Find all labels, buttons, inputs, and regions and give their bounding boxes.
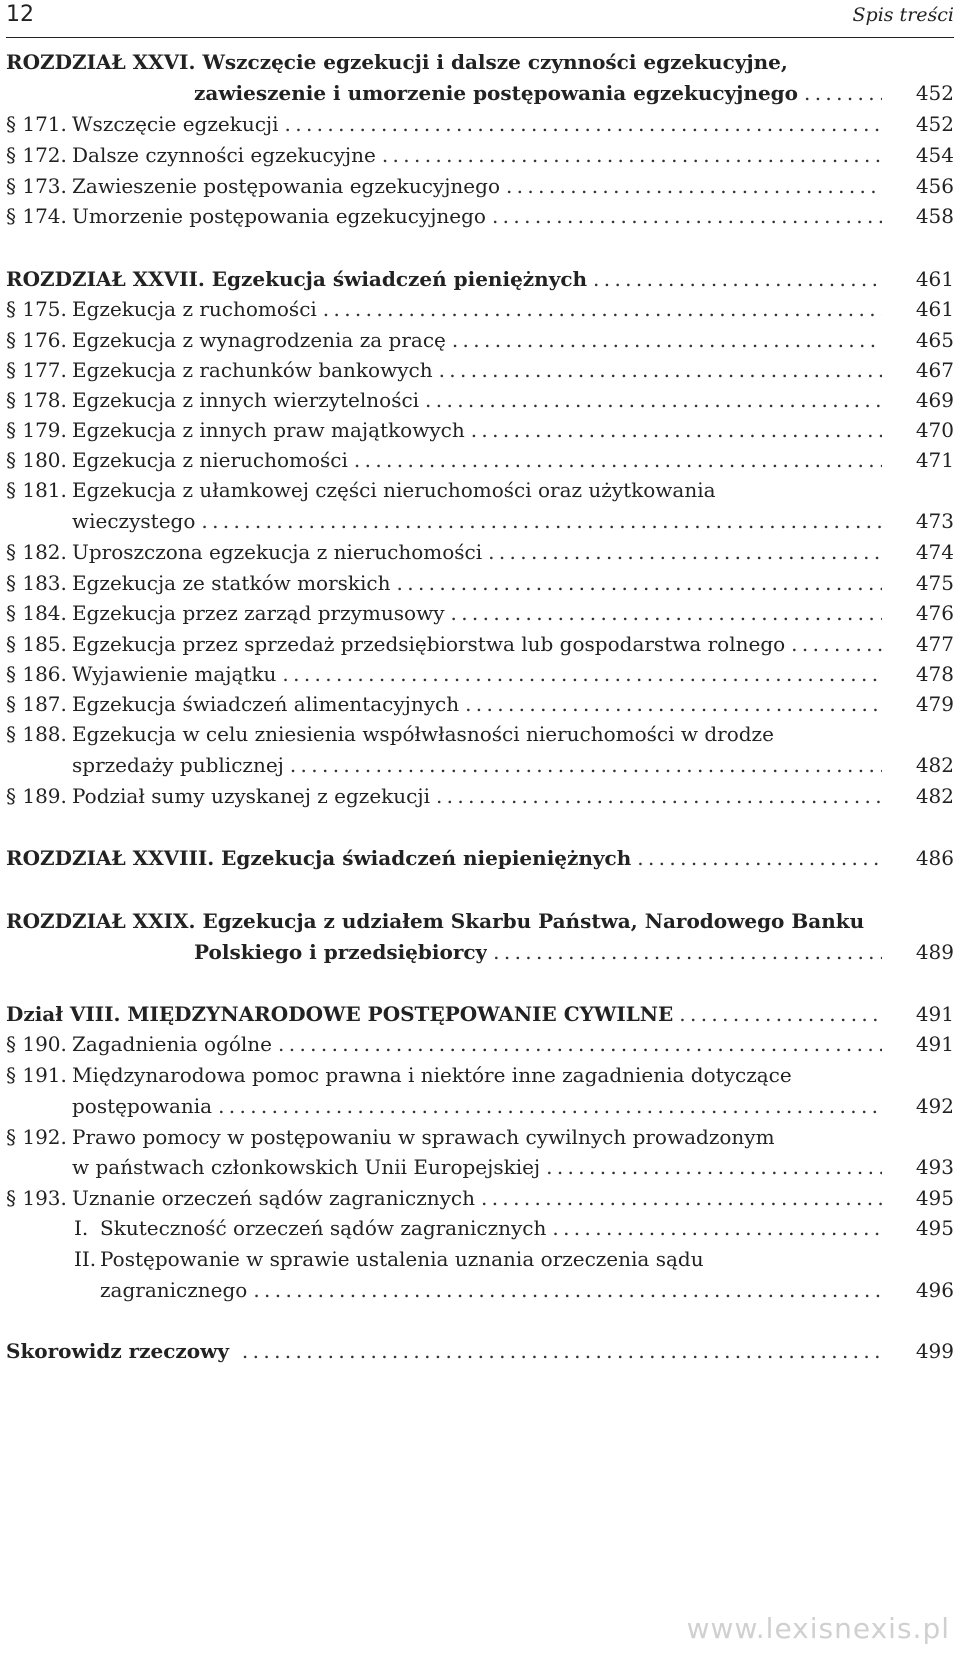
page-reference: 474: [915, 540, 954, 564]
toc-entry: [6, 1122, 954, 1152]
toc-entry: [6, 781, 954, 811]
toc-entry: [6, 719, 954, 749]
dot-leader: [242, 1336, 882, 1366]
page-reference: 499: [915, 1339, 954, 1363]
dot-leader: [201, 506, 882, 536]
entry-title: Uproszczona egzekucja z nieruchomości: [72, 540, 483, 564]
page-reference: 456: [915, 174, 954, 198]
page-reference: 492: [915, 1094, 954, 1118]
dot-leader: [465, 689, 882, 719]
dot-leader: [679, 999, 882, 1029]
toc-entry: [6, 109, 954, 139]
entry-title: Egzekucja świadczeń niepieniężnych: [221, 846, 632, 870]
page-reference: 489: [915, 940, 954, 964]
entry-title: Egzekucja przez sprzedaż przedsiębiorstwa lub gospodarstwa rolnego: [72, 632, 786, 656]
dot-leader: [471, 415, 882, 445]
chapter-label: ROZDZIAŁ XXVII.: [6, 267, 205, 291]
entry-title: Skuteczność orzeczeń sądów zagranicznych: [100, 1216, 547, 1240]
toc-entry: [6, 385, 954, 415]
entry-title: wieczystego: [72, 509, 196, 533]
entry-title: Egzekucja w celu zniesienia współwłasności nieruchomości w drodze: [72, 722, 774, 746]
dot-leader: [253, 1275, 882, 1305]
page-reference: 470: [915, 418, 954, 442]
toc-entry: [6, 355, 954, 385]
section-number: § 185.: [6, 632, 67, 656]
section-number: § 179.: [6, 418, 67, 442]
entry-title: Wszczęcie egzekucji: [72, 112, 279, 136]
page-reference: 482: [915, 784, 954, 808]
entry-title: Postępowanie w sprawie ustalenia uznania orzeczenia sądu: [100, 1247, 704, 1271]
entry-title: Egzekucja z rachunków bankowych: [72, 358, 433, 382]
section-number: § 171.: [6, 112, 67, 136]
entry-title: postępowania: [72, 1094, 213, 1118]
toc-entry: [6, 629, 954, 659]
toc-entry-continuation: [6, 750, 954, 780]
toc-entry: [6, 906, 954, 936]
dot-leader: [425, 385, 882, 415]
entry-title: Zawieszenie postępowania egzekucyjnego: [72, 174, 500, 198]
section-number: § 193.: [6, 1186, 67, 1210]
dot-leader: [552, 1213, 882, 1243]
entry-title: Egzekucja z ruchomości: [72, 297, 317, 321]
page-reference: 491: [915, 1032, 954, 1056]
toc-entry: [6, 568, 954, 598]
section-number: § 177.: [6, 358, 67, 382]
dot-leader: [382, 140, 882, 170]
toc-entry: [6, 47, 954, 77]
dot-leader: [278, 1029, 882, 1059]
page-reference: 473: [915, 509, 954, 533]
toc-entry: [6, 689, 954, 719]
page-reference: 491: [915, 1002, 954, 1026]
page-reference: 471: [915, 448, 954, 472]
page-number: 12: [6, 2, 34, 27]
page-reference: 482: [915, 753, 954, 777]
dot-leader: [804, 78, 882, 108]
section-number: § 176.: [6, 328, 67, 352]
page-reference: 478: [915, 662, 954, 686]
entry-title: Egzekucja ze statków morskich: [72, 571, 391, 595]
chapter-label: Skorowidz rzeczowy: [6, 1339, 229, 1363]
section-number: § 173.: [6, 174, 67, 198]
section-number: § 178.: [6, 388, 67, 412]
toc-entry: [6, 140, 954, 170]
subsection-number: I.: [74, 1216, 89, 1240]
entry-title: Egzekucja z innych wierzytelności: [72, 388, 420, 412]
toc-entry: [6, 475, 954, 505]
entry-title: sprzedaży publicznej: [72, 753, 284, 777]
dot-leader: [439, 355, 882, 385]
toc-entry: [6, 1183, 954, 1213]
toc-entry: [6, 1213, 954, 1243]
page-reference: 452: [915, 81, 954, 105]
publisher-watermark: www.lexisnexis.pl: [686, 1612, 950, 1645]
toc-entry: [6, 843, 954, 873]
section-number: § 186.: [6, 662, 67, 686]
page-reference: 477: [915, 632, 954, 656]
section-number: § 189.: [6, 784, 67, 808]
entry-title: Międzynarodowa pomoc prawna i niektóre inne zagadnienia dotyczące: [72, 1063, 792, 1087]
page-reference: 461: [915, 267, 954, 291]
dot-leader: [593, 264, 882, 294]
entry-title: Prawo pomocy w postępowaniu w sprawach cywilnych prowadzonym: [72, 1125, 775, 1149]
entry-title: Polskiego i przedsiębiorcy: [194, 940, 488, 964]
page-reference: 467: [915, 358, 954, 382]
entry-title: Egzekucja z wynagrodzenia za pracę: [72, 328, 446, 352]
dot-leader: [218, 1091, 882, 1121]
entry-title: Egzekucja z udziałem Skarbu Państwa, Narodowego Banku: [202, 909, 865, 933]
toc-entry-continuation: [6, 1091, 954, 1121]
dot-leader: [436, 781, 882, 811]
dot-leader: [354, 445, 882, 475]
entry-title: Zagadnienia ogólne: [72, 1032, 273, 1056]
section-number: § 181.: [6, 478, 67, 502]
dot-leader: [452, 325, 882, 355]
toc-entry: [6, 415, 954, 445]
entry-title: w państwach członkowskich Unii Europejskiej: [72, 1155, 541, 1179]
entry-title: Egzekucja z innych praw majątkowych: [72, 418, 465, 442]
page-reference: 476: [915, 601, 954, 625]
entry-title: zagranicznego: [100, 1278, 248, 1302]
section-number: § 175.: [6, 297, 67, 321]
page-reference: 454: [915, 143, 954, 167]
page-reference: 475: [915, 571, 954, 595]
page-reference: 469: [915, 388, 954, 412]
toc-entry: [6, 171, 954, 201]
page-reference: 458: [915, 204, 954, 228]
dot-leader: [323, 294, 882, 324]
page-reference: 486: [915, 846, 954, 870]
entry-title: Podział sumy uzyskanej z egzekucji: [72, 784, 430, 808]
toc-entry: [6, 537, 954, 567]
dot-leader: [637, 843, 882, 873]
section-number: § 187.: [6, 692, 67, 716]
toc-entry: [6, 999, 954, 1029]
entry-title: Dalsze czynności egzekucyjne: [72, 143, 376, 167]
page-header: [6, 0, 954, 38]
toc-entry: [6, 294, 954, 324]
page-reference: 465: [915, 328, 954, 352]
entry-title: Uznanie orzeczeń sądów zagranicznych: [72, 1186, 475, 1210]
section-number: § 192.: [6, 1125, 67, 1149]
dot-leader: [290, 750, 882, 780]
toc-entry: [6, 1244, 954, 1274]
toc-entry-continuation: [6, 506, 954, 536]
toc-entry: [6, 445, 954, 475]
entry-title: Egzekucja świadczeń alimentacyjnych: [72, 692, 460, 716]
toc-entry-continuation: [6, 937, 954, 967]
entry-title: MIĘDZYNARODOWE POSTĘPOWANIE CYWILNE: [127, 1002, 674, 1026]
entry-title: Wyjawienie majątku: [72, 662, 277, 686]
entry-title: Umorzenie postępowania egzekucyjnego: [72, 204, 486, 228]
toc-entry: [6, 201, 954, 231]
chapter-label: ROZDZIAŁ XXIX.: [6, 909, 196, 933]
chapter-label: Dział VIII.: [6, 1002, 121, 1026]
dot-leader: [493, 937, 882, 967]
section-number: § 180.: [6, 448, 67, 472]
entry-title: Wszczęcie egzekucji i dalsze czynności egzekucyjne,: [202, 50, 788, 74]
entry-title: zawieszenie i umorzenie postępowania egzekucyjnego: [194, 81, 798, 105]
toc-entry-continuation: [6, 1275, 954, 1305]
toc-entry: [6, 1029, 954, 1059]
page-reference: 496: [915, 1278, 954, 1302]
section-number: § 190.: [6, 1032, 67, 1056]
section-number: § 188.: [6, 722, 67, 746]
running-title: Spis treści: [852, 4, 954, 26]
toc-entry: [6, 325, 954, 355]
dot-leader: [481, 1183, 882, 1213]
toc-entry-continuation: [6, 1152, 954, 1182]
subsection-number: II.: [74, 1247, 97, 1271]
dot-leader: [282, 659, 882, 689]
dot-leader: [397, 568, 882, 598]
toc-entry: [6, 1060, 954, 1090]
section-number: § 182.: [6, 540, 67, 564]
dot-leader: [546, 1152, 882, 1182]
chapter-label: ROZDZIAŁ XXVI.: [6, 50, 196, 74]
section-number: § 184.: [6, 601, 67, 625]
page-reference: 479: [915, 692, 954, 716]
page-reference: 495: [915, 1186, 954, 1210]
dot-leader: [451, 598, 883, 628]
section-number: § 174.: [6, 204, 67, 228]
dot-leader: [492, 201, 882, 231]
toc-entry: [6, 264, 954, 294]
section-number: § 183.: [6, 571, 67, 595]
entry-title: Egzekucja z nieruchomości: [72, 448, 348, 472]
entry-title: Egzekucja świadczeń pieniężnych: [211, 267, 588, 291]
page-reference: 493: [915, 1155, 954, 1179]
toc-entry: [6, 1336, 954, 1366]
entry-title: Egzekucja z ułamkowej części nieruchomości oraz użytkowania: [72, 478, 716, 502]
entry-title: Egzekucja przez zarząd przymusowy: [72, 601, 445, 625]
section-number: § 191.: [6, 1063, 67, 1087]
dot-leader: [488, 537, 882, 567]
dot-leader: [506, 171, 882, 201]
page-reference: 495: [915, 1216, 954, 1240]
chapter-label: ROZDZIAŁ XXVIII.: [6, 846, 215, 870]
section-number: § 172.: [6, 143, 67, 167]
toc-entry-continuation: [6, 78, 954, 108]
dot-leader: [791, 629, 882, 659]
page-reference: 461: [915, 297, 954, 321]
dot-leader: [285, 109, 882, 139]
toc-entry: [6, 659, 954, 689]
toc-entry: [6, 598, 954, 628]
page-reference: 452: [915, 112, 954, 136]
